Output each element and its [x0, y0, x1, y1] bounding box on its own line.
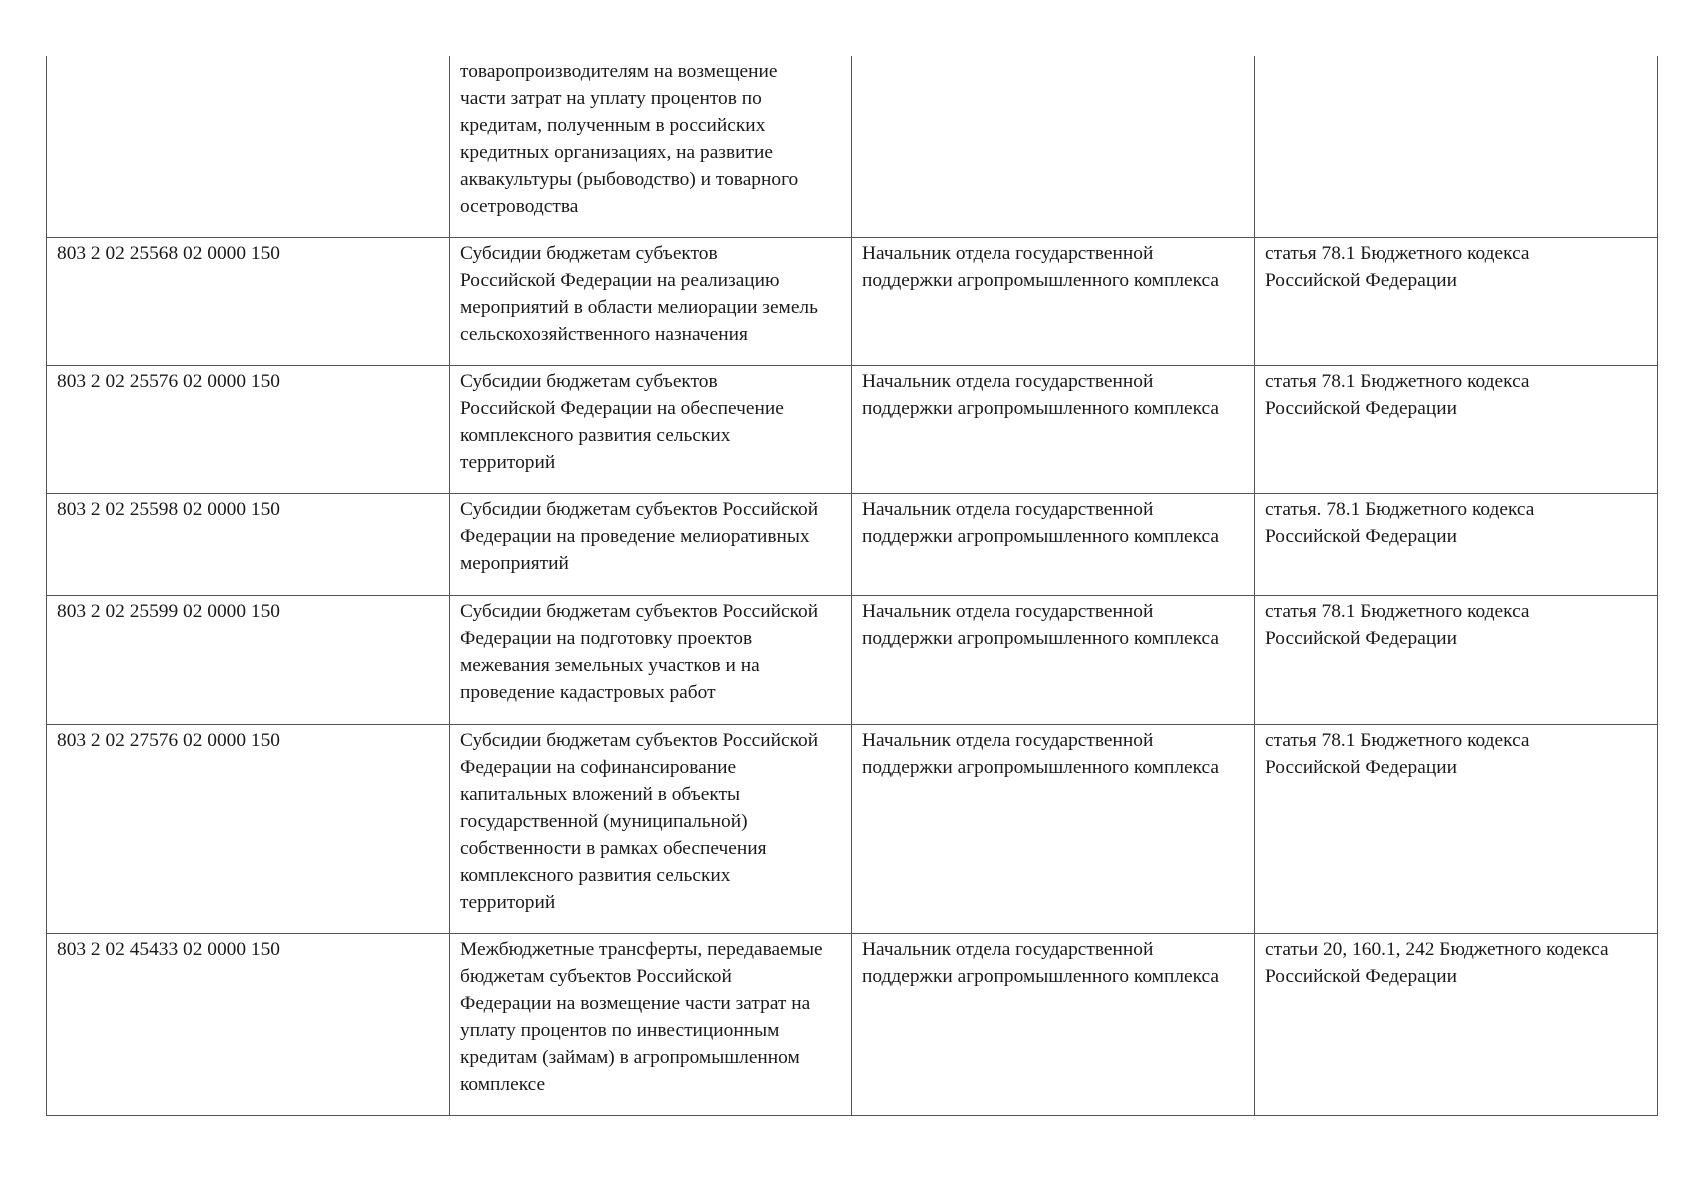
responsible-cell — [852, 56, 1255, 237]
code-cell — [47, 724, 450, 933]
name-cell — [450, 595, 852, 724]
code-cell — [47, 595, 450, 724]
responsible-text: Начальник отдела государственной поддержки агропромышленного комплекса — [862, 729, 1219, 778]
basis-cell — [1255, 933, 1658, 1115]
code-text: 803 2 02 27576 02 0000 150 — [57, 729, 280, 751]
code-text: 803 2 02 25598 02 0000 150 — [57, 498, 280, 520]
responsible-cell — [852, 365, 1255, 493]
name-cell — [450, 724, 852, 933]
responsible-cell — [852, 724, 1255, 933]
code-text: 803 2 02 45433 02 0000 150 — [57, 938, 280, 960]
basis-text: статья 78.1 Бюджетного кодекса Российской Федерации — [1265, 242, 1530, 291]
code-cell — [47, 56, 450, 237]
table-row — [47, 595, 1658, 724]
budget-revenue-table — [46, 56, 1658, 1116]
name-text: Субсидии бюджетам субъектов Российской Федерации на реализацию мероприятий в области мелиорации земель сельскохозяйственного назначения — [460, 242, 818, 345]
table-row — [47, 493, 1658, 595]
responsible-text: Начальник отдела государственной поддержки агропромышленного комплекса — [862, 938, 1219, 987]
name-text: Субсидии бюджетам субъектов Российской Федерации на софинансирование капитальных вложений в объекты государственной (муниципальной) собственности в рамках обеспечения комплексного развития сельских территорий — [460, 729, 819, 913]
basis-cell — [1255, 493, 1658, 595]
code-cell — [47, 365, 450, 493]
responsible-cell — [852, 237, 1255, 365]
responsible-cell — [852, 595, 1255, 724]
basis-cell — [1255, 56, 1658, 237]
responsible-text: Начальник отдела государственной поддержки агропромышленного комплекса — [862, 498, 1219, 547]
name-cell — [450, 493, 852, 595]
code-cell — [47, 933, 450, 1115]
table-row — [47, 56, 1658, 237]
code-text: 803 2 02 25568 02 0000 150 — [57, 242, 280, 264]
code-cell — [47, 237, 450, 365]
basis-text: статья. 78.1 Бюджетного кодекса Российской Федерации — [1265, 498, 1535, 547]
responsible-cell — [852, 493, 1255, 595]
table-row — [47, 933, 1658, 1115]
code-text: 803 2 02 25576 02 0000 150 — [57, 370, 280, 392]
name-text: Субсидии бюджетам субъектов Российской Федерации на подготовку проектов межевания земельных участков и на проведение кадастровых работ — [460, 600, 819, 703]
name-cell — [450, 365, 852, 493]
name-text: Субсидии бюджетам субъектов Российской Федерации на проведение мелиоративных мероприятий — [460, 498, 819, 574]
name-cell — [450, 933, 852, 1115]
basis-cell — [1255, 595, 1658, 724]
basis-cell — [1255, 365, 1658, 493]
name-text: Субсидии бюджетам субъектов Российской Федерации на обеспечение комплексного развития сельских территорий — [460, 370, 784, 473]
basis-text: статьи 20, 160.1, 242 Бюджетного кодекса Российской Федерации — [1265, 938, 1609, 987]
responsible-text: Начальник отдела государственной поддержки агропромышленного комплекса — [862, 600, 1219, 649]
name-text: товаропроизводителям на возмещение части затрат на уплату процентов по кредитам, полученным в российских кредитных организациях, на развитие аквакультуры (рыбоводство) и товарного осетроводства — [460, 61, 799, 217]
code-text: 803 2 02 25599 02 0000 150 — [57, 600, 280, 622]
name-text: Межбюджетные трансферты, передаваемые бюджетам субъектов Российской Федерации на возмещение части затрат на уплату процентов по инвестиционным кредитам (займам) в агропромышленном комплексе — [460, 938, 823, 1095]
responsible-cell — [852, 933, 1255, 1115]
basis-cell — [1255, 724, 1658, 933]
code-cell — [47, 493, 450, 595]
basis-text: статья 78.1 Бюджетного кодекса Российской Федерации — [1265, 729, 1530, 778]
name-cell — [450, 56, 852, 237]
responsible-text: Начальник отдела государственной поддержки агропромышленного комплекса — [862, 242, 1219, 291]
basis-text: статья 78.1 Бюджетного кодекса Российской Федерации — [1265, 600, 1530, 649]
basis-cell — [1255, 237, 1658, 365]
table-row — [47, 724, 1658, 933]
name-cell — [450, 237, 852, 365]
table-row — [47, 237, 1658, 365]
responsible-text: Начальник отдела государственной поддержки агропромышленного комплекса — [862, 370, 1219, 419]
basis-text: статья 78.1 Бюджетного кодекса Российской Федерации — [1265, 370, 1530, 419]
table-row — [47, 365, 1658, 493]
